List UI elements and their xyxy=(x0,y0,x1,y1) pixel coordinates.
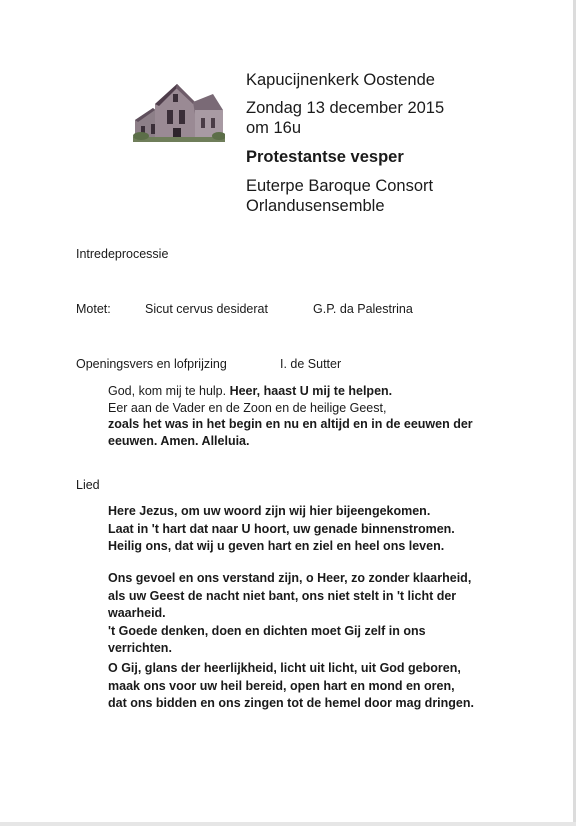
hymn-line: dat ons bidden en ons zingen tot de hemel door mag dringen. xyxy=(108,696,474,710)
hymn-stanza-1 xyxy=(108,503,528,556)
lied-label: Lied xyxy=(76,478,100,492)
header-block xyxy=(246,70,566,216)
hymn-line: Here Jezus, om uw woord zijn wij hier bijeengekomen. xyxy=(108,504,431,518)
motet-composer: G.P. da Palestrina xyxy=(313,302,413,316)
verse-line-response: zoals het was in het begin en nu en altijd en in de eeuwen der xyxy=(108,417,473,431)
hymn-line: 't Goede denken, doen en dichten moet Gij zelf in ons xyxy=(108,623,426,638)
motet-label: Motet: xyxy=(76,302,111,316)
hymn-line: Heilig ons, dat wij u geven hart en ziel en heel ons leven. xyxy=(108,539,445,553)
hymn-stanza-3 xyxy=(108,660,528,713)
verse-line-response: Heer, haast U mij te helpen. xyxy=(229,384,393,398)
verse-line xyxy=(108,383,518,400)
hymn-line: Ons gevoel en ons verstand zijn, o Heer, zo zonder klaarheid, xyxy=(108,571,472,585)
openingsvers-composer: I. de Sutter xyxy=(280,357,342,371)
ensemble-name: Orlandusensemble xyxy=(246,197,385,215)
openingsvers-label: Openingsvers en lofprijzing xyxy=(76,357,227,371)
church-building-icon xyxy=(133,80,225,142)
hymn-line: O Gij, glans der heerlijkheid, licht uit licht, uit God geboren, xyxy=(108,661,461,675)
verse-line: Eer aan de Vader en de Zoon en de heilige Geest, xyxy=(108,400,387,415)
hymn-line: Laat in 't hart dat naar U hoort, uw genade binnenstromen. xyxy=(108,521,455,536)
motet-title: Sicut cervus desiderat xyxy=(145,302,268,316)
verse-line-plain: God, kom mij te hulp. xyxy=(108,384,230,398)
hymn-line: maak ons voor uw heil bereid, open hart en mond en oren, xyxy=(108,678,455,693)
verse-line-response: eeuwen. Amen. Alleluia. xyxy=(108,433,250,448)
service-date: Zondag 13 december 2015 xyxy=(246,99,445,117)
hymn-stanza-2 xyxy=(108,570,528,658)
church-name: Kapucijnenkerk Oostende xyxy=(246,71,435,89)
openingsvers-text xyxy=(108,383,518,449)
ensemble-name: Euterpe Baroque Consort xyxy=(246,177,434,195)
service-title: Protestantse vesper xyxy=(246,148,404,166)
page-bottom-edge xyxy=(0,822,576,826)
service-time: om 16u xyxy=(246,119,302,137)
hymn-line: waarheid. xyxy=(108,606,166,620)
hymn-line: verrichten. xyxy=(108,641,172,655)
intrede-label: Intredeprocessie xyxy=(76,247,169,261)
hymn-line: als uw Geest de nacht niet bant, ons niet stelt in 't licht der xyxy=(108,588,457,603)
